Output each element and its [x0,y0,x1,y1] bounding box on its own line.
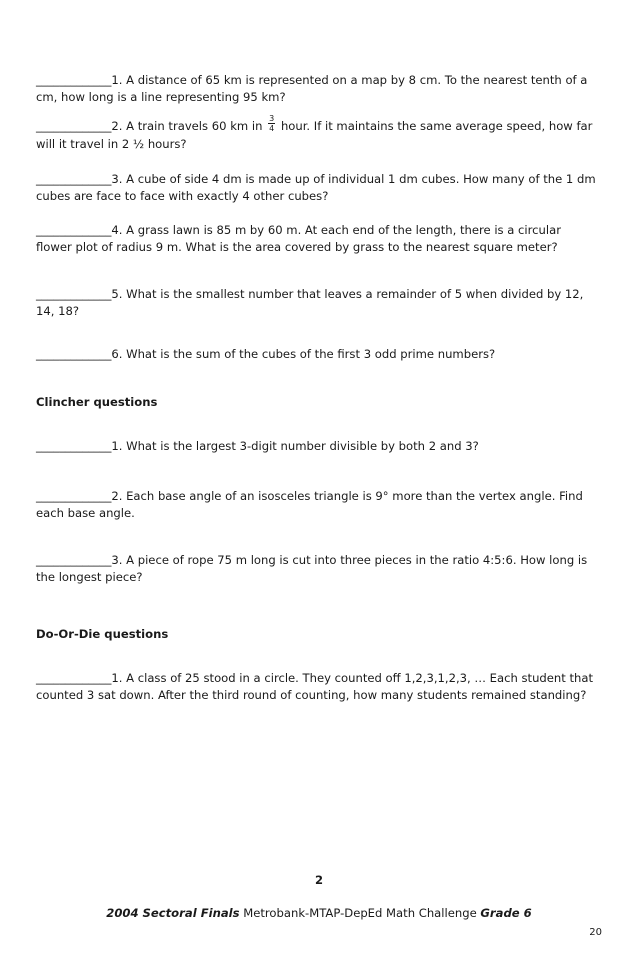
footer-title: Metrobank-MTAP-DepEd Math Challenge [243,906,477,920]
question-main-2 [36,114,596,153]
answer-blank: _____________ [36,223,112,237]
section-heading-do-or-die: Do-Or-Die questions [36,627,169,641]
question-clincher-2 [36,488,596,522]
answer-blank: _____________ [36,287,112,301]
section-heading-clincher: Clincher questions [36,395,158,409]
question-main-4 [36,222,596,256]
question-text: What is the sum of the cubes of the first 3 odd prime numbers? [126,347,496,361]
answer-blank: _____________ [36,553,112,567]
question-number: 3. [111,172,123,186]
slide-number: 20 [589,927,602,938]
fraction-denominator: 4 [269,124,275,133]
answer-blank: _____________ [36,172,112,186]
question-main-6 [36,346,596,363]
question-text: What is the largest 3-digit number divisible by both 2 and 3? [126,439,479,453]
answer-blank: _____________ [36,439,112,453]
question-text: A grass lawn is 85 m by 60 m. At each end of the length, there is a circular flower plot of radius 9 m. What is the area covered by grass to the nearest square meter? [36,223,561,254]
answer-blank: _____________ [36,671,112,685]
question-clincher-3 [36,552,596,586]
question-number: 6. [111,347,123,361]
question-number: 3. [111,553,123,567]
question-number: 1. [111,439,123,453]
question-text: Each base angle of an isosceles triangle is 9° more than the vertex angle. Find each base angle. [36,489,583,520]
fraction-numerator: 3 [269,114,275,123]
question-number: 5. [111,287,123,301]
answer-blank: _____________ [36,119,112,133]
question-text: A class of 25 stood in a circle. They counted off 1,2,3,1,2,3, … Each student that counted 3 sat down. After the third round of counting, how many students remained standing? [36,671,594,702]
question-text-before: A train travels 60 km in [126,119,263,133]
footer [0,906,638,920]
question-text: A cube of side 4 dm is made up of individual 1 dm cubes. How many of the 1 dm cubes are face to face with exactly 4 other cubes? [36,172,596,203]
question-text: What is the smallest number that leaves a remainder of 5 when divided by 12, 14, 18? [36,287,584,318]
question-number: 1. [111,73,123,87]
question-text: A piece of rope 75 m long is cut into three pieces in the ratio 4:5:6. How long is the longest piece? [36,553,588,584]
question-number: 2. [111,489,123,503]
question-main-3 [36,171,596,205]
question-clincher-1 [36,438,596,455]
fraction [268,114,275,133]
question-text-after: hour. If it maintains the same average speed, how far will it travel in 2 ½ hours? [36,119,593,151]
footer-grade: Grade 6 [480,906,532,920]
answer-blank: _____________ [36,347,112,361]
question-number: 2. [111,119,123,133]
answer-blank: _____________ [36,73,112,87]
question-main-5 [36,286,596,320]
question-main-1 [36,72,596,106]
answer-blank: _____________ [36,489,112,503]
question-text: A distance of 65 km is represented on a map by 8 cm. To the nearest tenth of a cm, how long is a line representing 95 km? [36,73,588,104]
question-number: 1. [111,671,123,685]
page-number: 2 [314,873,324,887]
question-number: 4. [111,223,123,237]
question-doordie-1 [36,670,596,704]
footer-event: 2004 Sectoral Finals [106,906,240,920]
